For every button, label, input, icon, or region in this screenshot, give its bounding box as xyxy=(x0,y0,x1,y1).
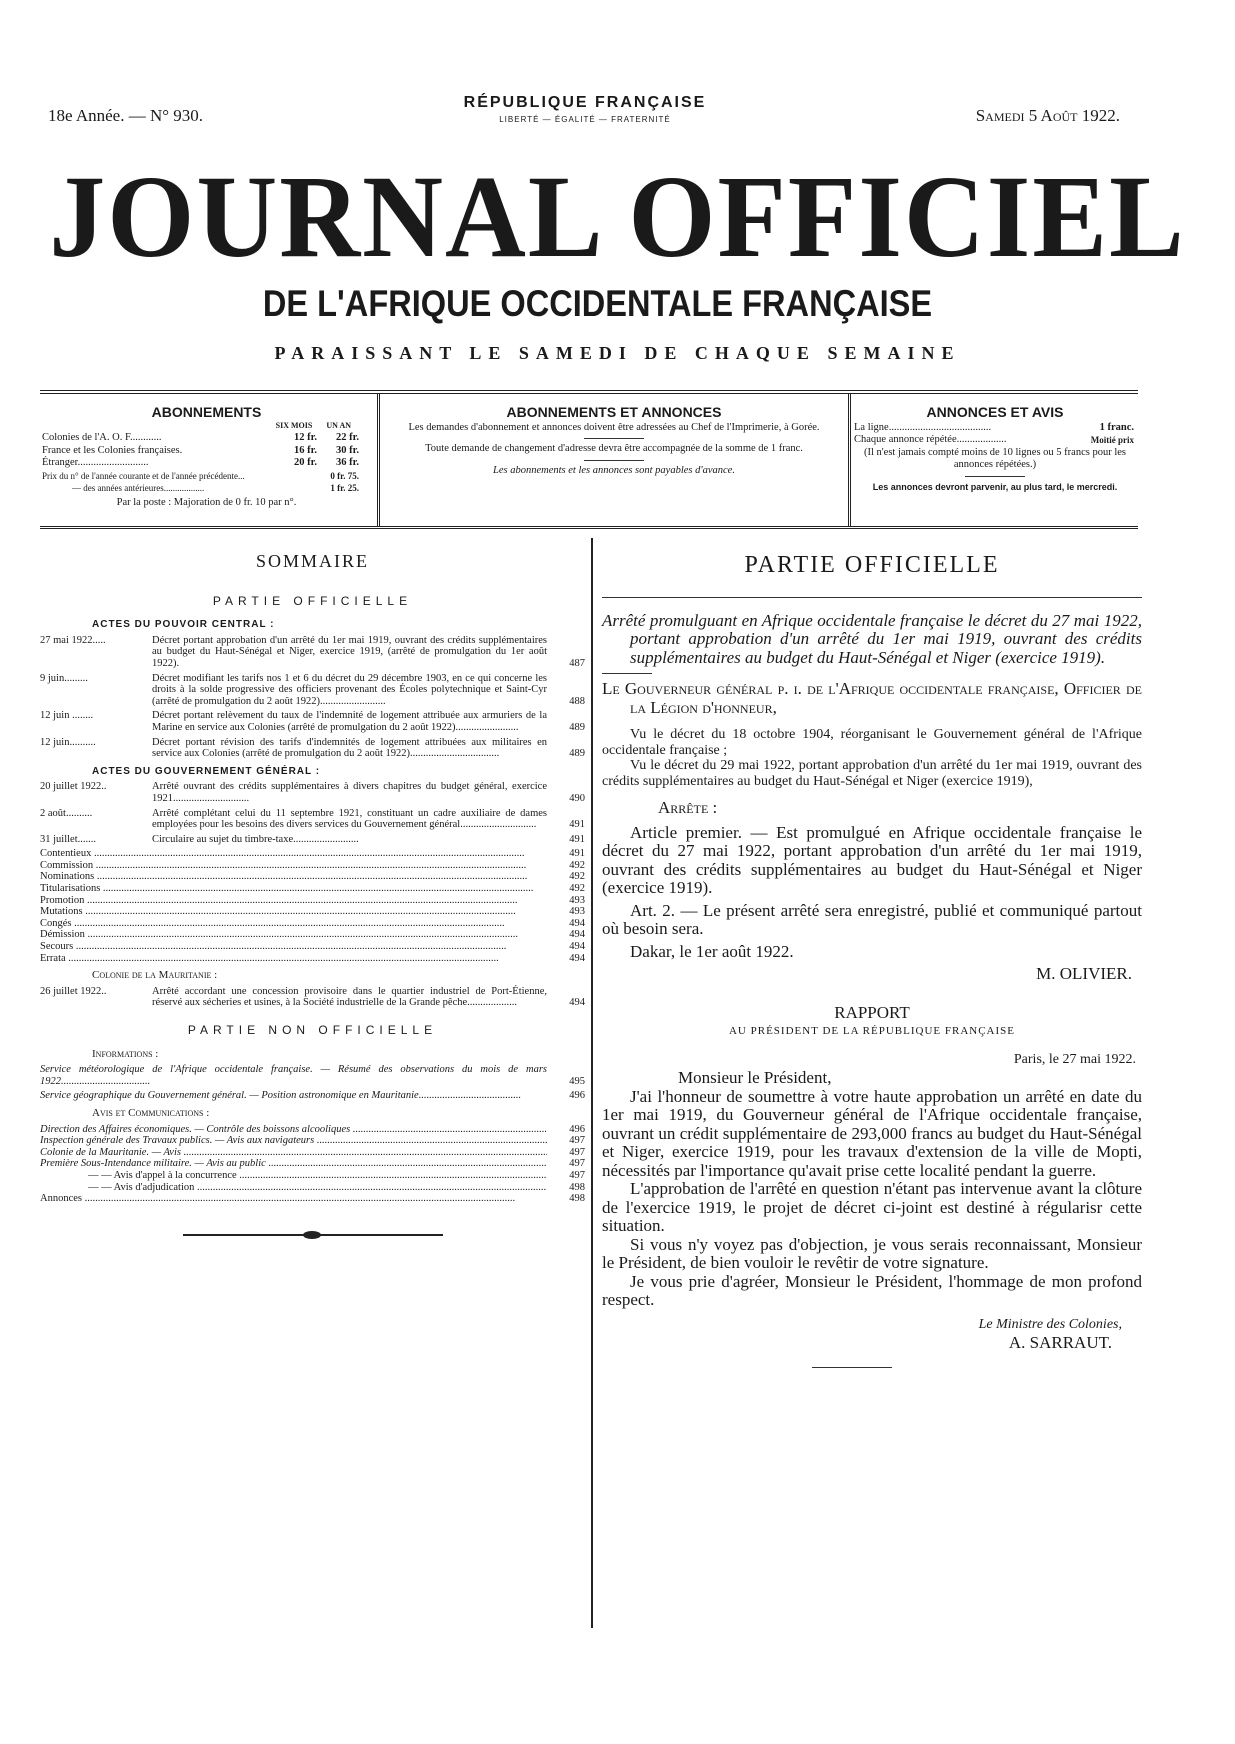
ministre-title: Le Ministre des Colonies, xyxy=(978,1316,1122,1332)
annonces-avis-heading: ANNONCES ET AVIS xyxy=(926,404,1064,420)
divider xyxy=(584,438,644,439)
sommaire-heading: SOMMAIRE xyxy=(255,551,369,571)
salutation: Monsieur le Président, xyxy=(678,1068,832,1087)
divider xyxy=(584,460,644,461)
rate-row: France et les Colonies françaises. 16 fr. 30 fr. xyxy=(42,444,359,456)
abonnements-column xyxy=(40,394,373,526)
rate-row: Colonies de l'A. O. F............ 12 fr. 22 fr. xyxy=(42,432,359,443)
actes-central-heading: ACTES DU POUVOIR CENTRAL : xyxy=(92,619,275,631)
avis-heading: Avis et Communications : xyxy=(92,1106,210,1119)
toc-avis-entry: Annonces ..... 498 xyxy=(40,1193,585,1205)
toc-rubrique: Contentieux ..... 491 xyxy=(40,848,585,860)
vu-1: Vu le décret du 18 octobre 1904, réorganisant le Gouvernement général de l'Afrique occidentale française ; xyxy=(602,727,1142,758)
partie-officielle-heading: PARTIE OFFICIELLE xyxy=(744,552,1000,578)
rapport-para-1: J'ai l'honneur de soumettre à votre haute approbation un arrêté en date du 1er mai 1919, du Gouverneur général de l'Afrique occidentale française, ouvrant un crédit supplémentaire de 293,000 francs au budget du Haut-Sénégal et Niger, exercice 1919, pour les travaux d'extension de la ville de Mopti, nécessités par l'importance qu'avait prise cette localité pendant la guerre. xyxy=(602,1086,1142,1180)
gouverneur-line: Le Gouverneur général p. i. de l'Afrique occidentale française, Officier de la Légion d'honneur, xyxy=(602,679,1142,717)
toc-entry: 31 juillet....... Circulaire au sujet du timbre-taxe......................... 491 xyxy=(40,833,585,845)
rapport-date: Paris, le 27 mai 1922. xyxy=(1013,1051,1136,1067)
price-current: Prix du n° de l'année courante et de l'année précédente... 0 fr. 75. xyxy=(42,470,359,481)
partie-officielle-label: PARTIE OFFICIELLE xyxy=(212,593,413,608)
toc-entry: 26 juillet 1922.. Arrêté accordant une concession provisoire dans le quartier industriel de Port-Étienne, réservé aux sécheries et usines, à la Société industrielle de la Grande pêche................... 494 xyxy=(40,985,585,1009)
motto: LIBERTÉ — ÉGALITÉ — FRATERNITÉ xyxy=(499,115,671,124)
toc-rubrique: Errata ..... 494 xyxy=(40,953,585,965)
rapport-para-3: Si vous n'y voyez pas d'objection, je vous serais reconnaissant, Monsieur le Président, de bien vouloir le revêtir de votre signature. xyxy=(602,1234,1142,1272)
abonnements-heading: ABONNEMENTS xyxy=(151,404,262,420)
toc-rubrique: Promotion ..... 493 xyxy=(40,895,585,907)
vu-2: Vu le décret du 29 mai 1922, portant approbation d'un arrêté du 1er mai 1919, ouvrant des crédits supplémentaires au budget du Haut-Sénégal et Niger (exercice 1919), xyxy=(602,758,1142,789)
annonces-avis-column xyxy=(852,394,1138,526)
toc-rubrique: Mutations ..... 493 xyxy=(40,906,585,918)
postal-surcharge: Par la poste : Majoration de 0 fr. 10 par n°. xyxy=(116,496,297,508)
rapport-subheading: AU PRÉSIDENT DE LA RÉPUBLIQUE FRANÇAISE xyxy=(728,1025,1015,1037)
rapport-para-2: L'approbation de l'arrêté en question n'étant pas intervenue avant la clôture de l'exercice 1919, le projet de décret ci-joint est destiné à régularisr cette situation. xyxy=(602,1179,1142,1235)
toc-avis-entry: Inspection générale des Travaux publics. — Avis aux navigateurs ..... 497 xyxy=(40,1135,585,1147)
deadline-note: Les annonces devront parvenir, au plus tard, le mercredi. xyxy=(872,481,1118,492)
journal-title: JOURNAL OFFICIEL xyxy=(49,151,1186,283)
toc-entry: 12 juin.......... Décret portant révision des tarifs d'indemnités de logement attribuées aux militaires en service aux Colonies (arrêté de promulgation du 2 août 1922).................................. 489 xyxy=(40,736,585,760)
publication-frequency: PARAISSANT LE SAMEDI DE CHAQUE SEMAINE xyxy=(274,343,961,363)
journal-subtitle: DE L'AFRIQUE OCCIDENTALE FRANÇAISE xyxy=(262,283,933,324)
minimum-note: (Il n'est jamais compté moins de 10 lignes ou 5 francs pour les annonces répétées.) xyxy=(863,446,1126,470)
address-change-notice: Toute demande de changement d'adresse devra être accompagnée de la somme de 1 franc. xyxy=(425,443,803,454)
abonnements-annonces-heading: ABONNEMENTS ET ANNONCES xyxy=(506,404,722,420)
article-1: Article premier. — Est promulgué en Afrique occidentale française le décret du 27 mai 1922, portant approbation d'un arrêté du 1er mai 1919, ouvrant des crédits supplémentaires au budget du Haut-Sénégal et Niger (exercice 1919). xyxy=(602,822,1142,897)
toc-entry: 9 juin......... Décret modifiant les tarifs nos 1 et 6 du décret du 29 décembre 1903, en ce qui concerne les droits à la solde progressive des officiers provenant des Écoles polytechnique et Saint-Cyr (arrêté de promulgation du 2 août 1922)......................... 488 xyxy=(40,672,585,707)
toc-info-entry: Service géographique du Gouvernement général. — Position astronomique en Mauritanie....................................... 496 xyxy=(40,1090,585,1102)
rate-row: Étranger........................... 20 fr. 36 fr. xyxy=(42,457,359,468)
toc-rubrique: Secours ..... 494 xyxy=(40,941,585,953)
toc-rubrique: Démission ..... 494 xyxy=(40,929,585,941)
toc-avis-entry: — — Avis d'adjudication ..... 498 xyxy=(40,1182,585,1194)
republic-block xyxy=(420,94,750,124)
issue-date: Samedi 5 Août 1922. xyxy=(975,106,1120,125)
article-2: Art. 2. — Le présent arrêté sera enregistré, publié et communiqué partout où besoin sera. xyxy=(602,900,1142,938)
rapport-para-4: Je vous prie d'agréer, Monsieur le Président, l'hommage de mon profond respect. xyxy=(602,1271,1142,1309)
year-issue: 18e Année. — N° 930. xyxy=(48,106,204,125)
toc-entry: 2 août.......... Arrêté complétant celui du 11 septembre 1921, constituant un cadre auxiliaire de dames employées pour les besoins des divers services du Gouvernement général............................. 491 xyxy=(40,807,585,831)
arrete-title: Arrêté promulguant en Afrique occidentale française le décret du 27 mai 1922, portant approbation d'un arrêté du 1er mai 1919, ouvrant des crédits supplémentaires au budget du Haut-Sénégal et Niger (exercice 1919). xyxy=(602,610,1142,667)
ministre-name: A. SARRAUT. xyxy=(1008,1333,1112,1352)
toc-avis-entry: Colonie de la Mauritanie. — Avis ..... 497 xyxy=(40,1147,585,1159)
divider xyxy=(965,476,1025,477)
address-notice: Les demandes d'abonnement et annonces doivent être adressées au Chef de l'Imprimerie, à Gorée. xyxy=(408,421,820,433)
rapport-heading: RAPPORT xyxy=(834,1002,910,1022)
toc-entry: 12 juin ........ Décret portant relèvement du taux de l'indemnité de logement attribuée aux armuriers de la Marine en service aux Colonies (arrêté de promulgation du 2 août 1922)........................ 489 xyxy=(40,710,585,733)
one-year-header: UN AN xyxy=(326,420,351,430)
price-older: — des années antérieures.................. 1 fr. 25. xyxy=(72,483,359,493)
toc-avis-entry: Direction des Affaires économiques. — Contrôle des boissons alcooliques ..... 496 xyxy=(40,1124,585,1136)
toc-avis-entry: — — Avis d'appel à la concurrence ..... 497 xyxy=(40,1170,585,1182)
repeat-rate: Chaque annonce répétée................... Moitié prix xyxy=(854,434,1134,445)
abonnements-annonces-column xyxy=(377,394,851,526)
payment-notice: Les abonnements et les annonces sont payables d'avance. xyxy=(493,464,735,476)
section-rule xyxy=(602,597,1142,598)
actes-gouv-heading: ACTES DU GOUVERNEMENT GÉNÉRAL : xyxy=(92,765,321,777)
six-months-header: SIX MOIS xyxy=(275,420,313,430)
partie-non-officielle-label: PARTIE NON OFFICIELLE xyxy=(187,1023,438,1037)
signature: M. OLIVIER. xyxy=(1036,964,1132,983)
arrete-label: Arrête : xyxy=(658,798,718,817)
sommaire-column xyxy=(40,551,585,1239)
place-date: Dakar, le 1er août 1922. xyxy=(630,941,794,961)
toc-entry: 27 mai 1922..... Décret portant approbation d'un arrêté du 1er mai 1919, ouvrant des crédits supplémentaires au budget du Haut-Sénégal et Niger, exercice 1919, (arrêté de promulgation du 1er août 1922). 487 xyxy=(40,634,585,669)
closing-rule xyxy=(812,1367,892,1368)
subscription-box xyxy=(40,390,1138,529)
column-divider xyxy=(591,538,593,1628)
toc-avis-entry: Première Sous-Intendance militaire. — Avis au public ..... 497 xyxy=(40,1158,585,1170)
short-rule xyxy=(602,673,652,674)
toc-rubrique: Commission ..... 492 xyxy=(40,860,585,872)
toc-entry: 20 juillet 1922.. Arrêté ouvrant des crédits supplémentaires à divers chapitres du budget général, exercice 1921............................. 490 xyxy=(40,781,585,804)
end-ornament xyxy=(183,1231,443,1239)
line-rate: La ligne....................................... 1 franc. xyxy=(854,421,1134,433)
toc-rubrique: Titularisations ..... 492 xyxy=(40,883,585,895)
republic-label: RÉPUBLIQUE FRANÇAISE xyxy=(463,94,707,111)
toc-rubrique: Nominations ..... 492 xyxy=(40,871,585,883)
toc-info-entry: Service météorologique de l'Afrique occidentale française. — Résumé des observations du mois de mars 1922.................................. 495 xyxy=(40,1064,585,1087)
partie-officielle-column xyxy=(602,552,1142,1368)
colonie-heading: Colonie de la Mauritanie : xyxy=(92,969,218,982)
toc-rubrique: Congés ..... 494 xyxy=(40,918,585,930)
informations-heading: Informations : xyxy=(92,1047,159,1060)
